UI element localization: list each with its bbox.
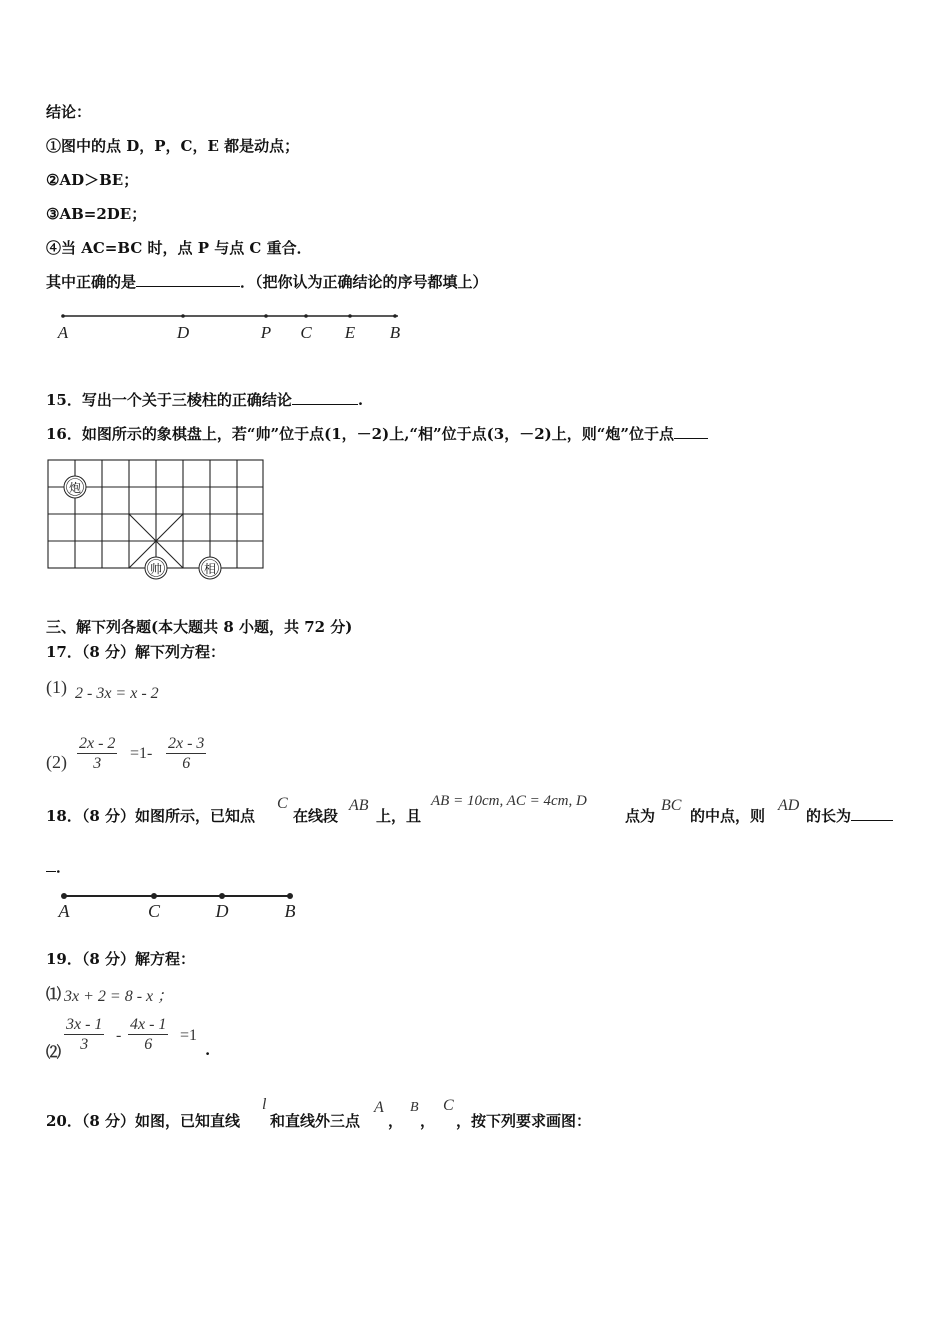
q18-tail (46, 858, 71, 876)
fraction-denominator: 6 (182, 755, 191, 772)
q19-rhs: =1 (180, 1027, 198, 1044)
q17-part1-equation: 2 - 3x = x - 2 (75, 685, 159, 702)
answer-blank (46, 858, 56, 872)
answer-blank (851, 807, 893, 821)
conclusion-item-1: ①图中的点 D，P，C，E 都是动点； (46, 137, 300, 155)
question-15 (46, 391, 363, 409)
point-a-dot (61, 893, 67, 899)
fraction-numerator: 4x - 1 (130, 1016, 167, 1033)
answer-blank (136, 273, 240, 287)
point-a-label: A (57, 323, 69, 342)
answer-blank (674, 425, 708, 439)
q18-text-6-label: 的长为 (806, 807, 852, 825)
fraction-denominator: 3 (93, 755, 102, 772)
question-15-text: 15．写出一个关于三棱柱的正确结论 (46, 391, 292, 409)
q17-fraction-2 (166, 735, 206, 774)
q19-part1-label: ⑴ (46, 987, 62, 1003)
fraction-denominator: 6 (144, 1036, 153, 1053)
conclusion-prompt-before: 其中正确的是 (46, 273, 137, 291)
point-c-dot (151, 893, 157, 899)
fraction-numerator: 3x - 1 (66, 1016, 103, 1033)
q18-line-figure (50, 886, 310, 926)
q18-text-3: 上，且 (376, 807, 422, 825)
question-15-end: . (357, 391, 364, 409)
q20-point-b: B (410, 1100, 419, 1115)
q19-fraction-1 (64, 1016, 104, 1055)
q17-part2-middle: =1- (130, 745, 153, 762)
q18-text-2: 在线段 (293, 807, 339, 825)
q19-part2-label: ⑵ (46, 1045, 62, 1061)
svg-text:炮: 炮 (68, 481, 82, 495)
q18-text-4: 点为 (625, 807, 656, 825)
question-16 (46, 425, 708, 443)
q18-condition: AB = 10cm, AC = 4cm, D (431, 793, 587, 809)
fraction-numerator: 2x - 3 (168, 735, 205, 752)
q20-text-3: ，按下列要求画图： (456, 1112, 592, 1130)
point-b-dot (393, 314, 397, 318)
question-18-prefix: 18．（8 分）如图所示，已知点 (46, 807, 256, 825)
q18-segment-ad: AD (778, 797, 800, 814)
conclusion-heading: 结论： (46, 103, 92, 121)
conclusion-prompt (46, 273, 488, 291)
point-e-dot (348, 314, 352, 318)
conclusion-prompt-after: ．（把你认为正确结论的序号都填上） (240, 273, 488, 291)
point-e-label: E (344, 323, 356, 342)
point-d-dot (181, 314, 185, 318)
question-16-text: 16．如图所示的象棋盘上，若“帅”位于点(1，－2)上,“相”位于点(3，－2)上，则“炮”位于点 (46, 425, 675, 443)
q19-part1-equation: 3x + 2 = 8 - x ； (64, 988, 174, 1005)
q17-part2-label: (2) (46, 752, 67, 772)
svg-text:相: 相 (203, 562, 217, 576)
conclusion-line-figure (50, 306, 410, 348)
piece-shuai (145, 557, 167, 579)
q17-part1-label: (1) (46, 677, 67, 697)
point-c-label: C (147, 901, 161, 921)
q19-fraction-2 (128, 1016, 168, 1055)
point-b-label: B (284, 901, 296, 921)
point-a-label: A (58, 901, 70, 921)
fraction-denominator: 3 (80, 1036, 89, 1053)
svg-text:帅: 帅 (149, 562, 163, 576)
point-b-dot (287, 893, 293, 899)
section-3-heading: 三、解下列各题(本大题共 8 小题，共 72 分) (46, 618, 353, 636)
q18-text-6 (806, 807, 893, 825)
point-d-label: D (215, 901, 229, 921)
q17-fraction-1 (77, 735, 117, 774)
conclusion-item-4: ④当 AC=BC 时，点 P 与点 C 重合． (46, 239, 312, 257)
piece-xiang (199, 557, 221, 579)
q19-minus: - (116, 1027, 122, 1044)
q20-sep-1: ， (388, 1112, 404, 1130)
fraction-numerator: 2x - 2 (79, 735, 116, 752)
answer-blank (292, 391, 358, 405)
question-17-title: 17．（8 分）解下列方程： (46, 643, 226, 661)
point-d-dot (219, 893, 225, 899)
conclusion-item-3: ③AB=2DE； (46, 205, 147, 223)
chessboard-figure (44, 456, 268, 586)
conclusion-item-2: ②AD＞BE； (46, 171, 139, 189)
q18-segment-bc: BC (661, 797, 682, 814)
q19-end: . (205, 1041, 211, 1059)
q18-tail-end: ． (56, 858, 72, 876)
point-a-dot (61, 314, 65, 318)
q20-line-l: l (262, 1096, 267, 1113)
q20-point-a: A (374, 1099, 384, 1116)
q20-text-2: 和直线外三点 (270, 1112, 361, 1130)
question-19-title: 19．（8 分）解方程： (46, 950, 196, 968)
q18-segment-ab: AB (349, 797, 369, 814)
point-b-label: B (389, 323, 401, 342)
q20-sep-2: ， (420, 1112, 436, 1130)
q20-point-c: C (443, 1097, 454, 1114)
q18-point-c: C (277, 795, 288, 812)
point-c-dot (304, 314, 308, 318)
q18-text-5: 的中点，则 (690, 807, 766, 825)
question-20-prefix: 20．（8 分）如图，已知直线 (46, 1112, 241, 1130)
piece-pao (64, 476, 86, 498)
point-c-label: C (300, 323, 312, 342)
point-d-label: D (176, 323, 190, 342)
point-p-label: P (260, 323, 272, 342)
point-p-dot (264, 314, 268, 318)
